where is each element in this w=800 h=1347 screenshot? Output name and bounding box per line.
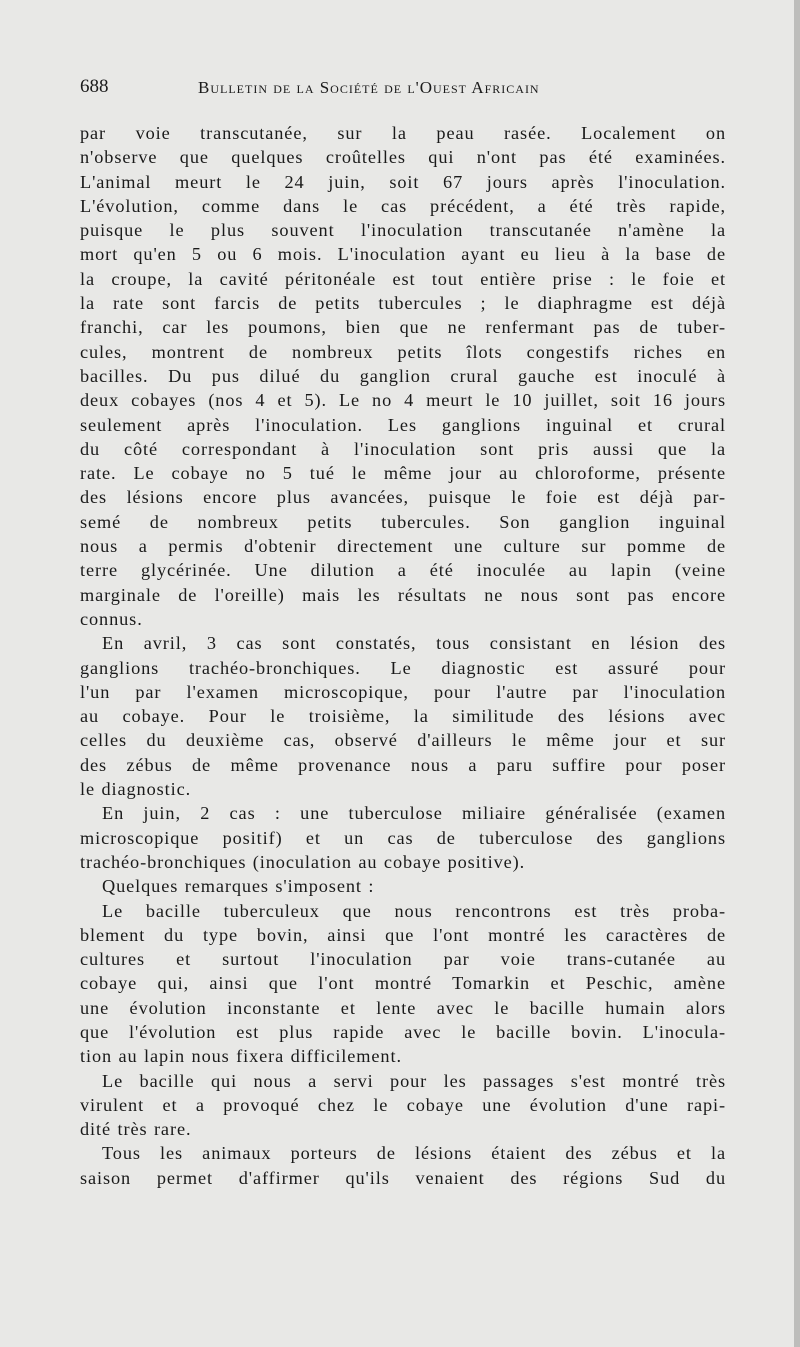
text-line: la rate sont farcis de petits tubercules ; le diaphragme est déjà (80, 293, 726, 314)
body-text (80, 121, 726, 1190)
text-line: Le bacille tuberculeux que nous rencontrons est très proba- (102, 900, 726, 921)
text-line: l'un par l'examen microscopique, pour l'autre par l'inoculation (80, 681, 726, 702)
text-line: cultures et surtout l'inoculation par voie trans-cutanée au (80, 949, 726, 970)
text-line: cobaye qui, ainsi que l'ont montré Tomarkin et Peschic, amène (80, 973, 726, 994)
text-line: ganglions trachéo-bronchiques. Le diagnostic est assuré pour (80, 657, 726, 678)
text-line: terre glycérinée. Une dilution a été inoculée au lapin (veine (80, 560, 726, 581)
text-line: une évolution inconstante et lente avec le bacille humain alors (80, 997, 726, 1018)
text-line: bacilles. Du pus dilué du ganglion crural gauche est inoculé à (80, 365, 726, 386)
text-line: le diagnostic. (80, 779, 192, 800)
text-line: En avril, 3 cas sont constatés, tous consistant en lésion des (102, 633, 726, 654)
text-line: L'évolution, comme dans le cas précédent, a été très rapide, (80, 195, 726, 216)
text-line: Tous les animaux porteurs de lésions étaient des zébus et la (102, 1143, 726, 1164)
text-line: du côté correspondant à l'inoculation sont pris aussi que la (80, 438, 726, 459)
text-line: rate. Le cobaye no 5 tué le même jour au chloroforme, présente (80, 463, 726, 484)
text-line: des zébus de même provenance nous a paru suffire pour poser (80, 754, 726, 775)
text-line: par voie transcutanée, sur la peau rasée. Localement on (80, 123, 726, 143)
text-line: tion au lapin nous fixera difficilement. (80, 1046, 402, 1067)
text-line: blement du type bovin, ainsi que l'ont montré les caractères de (80, 924, 726, 945)
text-line: franchi, car les poumons, bien que ne renfermant pas de tuber- (80, 317, 726, 338)
text-line: semé de nombreux petits tubercules. Son ganglion inguinal (80, 511, 726, 532)
text-line: En juin, 2 cas : une tuberculose miliaire généralisée (examen (102, 803, 726, 824)
page-number: 688 (80, 76, 109, 97)
text-line: L'animal meurt le 24 juin, soit 67 jours après l'inoculation. (80, 171, 726, 192)
running-title: Bulletin de la Société de l'Ouest Africain (198, 78, 540, 97)
text-line: Le bacille qui nous a servi pour les passages s'est montré très (102, 1070, 726, 1091)
text-line: virulent et a provoqué chez le cobaye une évolution d'une rapi- (80, 1094, 726, 1115)
text-line: microscopique positif) et un cas de tuberculose des ganglions (80, 827, 726, 848)
text-line: Quelques remarques s'imposent : (102, 876, 375, 897)
text-line: dité très rare. (80, 1119, 192, 1140)
text-line: nous a permis d'obtenir directement une culture sur pomme de (80, 536, 726, 557)
text-line: marginale de l'oreille) mais les résultats ne nous sont pas encore (80, 584, 726, 605)
page-header (72, 76, 732, 104)
text-line: n'observe que quelques croûtelles qui n'ont pas été examinées. (80, 147, 726, 168)
text-line: trachéo-bronchiques (inoculation au cobaye positive). (80, 851, 526, 872)
text-line: cules, montrent de nombreux petits îlots congestifs riches en (80, 341, 726, 362)
text-line: seulement après l'inoculation. Les ganglions inguinal et crural (80, 414, 726, 435)
text-line: des lésions encore plus avancées, puisque le foie est déjà par- (80, 487, 726, 508)
text-line: mort qu'en 5 ou 6 mois. L'inoculation ayant eu lieu à la base de (80, 244, 726, 265)
text-line: deux cobayes (nos 4 et 5). Le no 4 meurt le 10 juillet, soit 16 jours (80, 390, 726, 411)
page-edge-shadow (794, 0, 800, 1347)
text-line: que l'évolution est plus rapide avec le bacille bovin. L'inocula- (80, 1021, 726, 1042)
text-line: connus. (80, 608, 143, 629)
text-line: la croupe, la cavité péritonéale est tout entière prise : le foie et (80, 268, 726, 289)
text-line: au cobaye. Pour le troisième, la similitude des lésions avec (80, 706, 726, 727)
text-line: puisque le plus souvent l'inoculation transcutanée n'amène la (80, 220, 726, 241)
text-line: celles du deuxième cas, observé d'ailleurs le même jour et sur (80, 730, 726, 751)
text-line: saison permet d'affirmer qu'ils venaient des régions Sud du (80, 1167, 726, 1188)
